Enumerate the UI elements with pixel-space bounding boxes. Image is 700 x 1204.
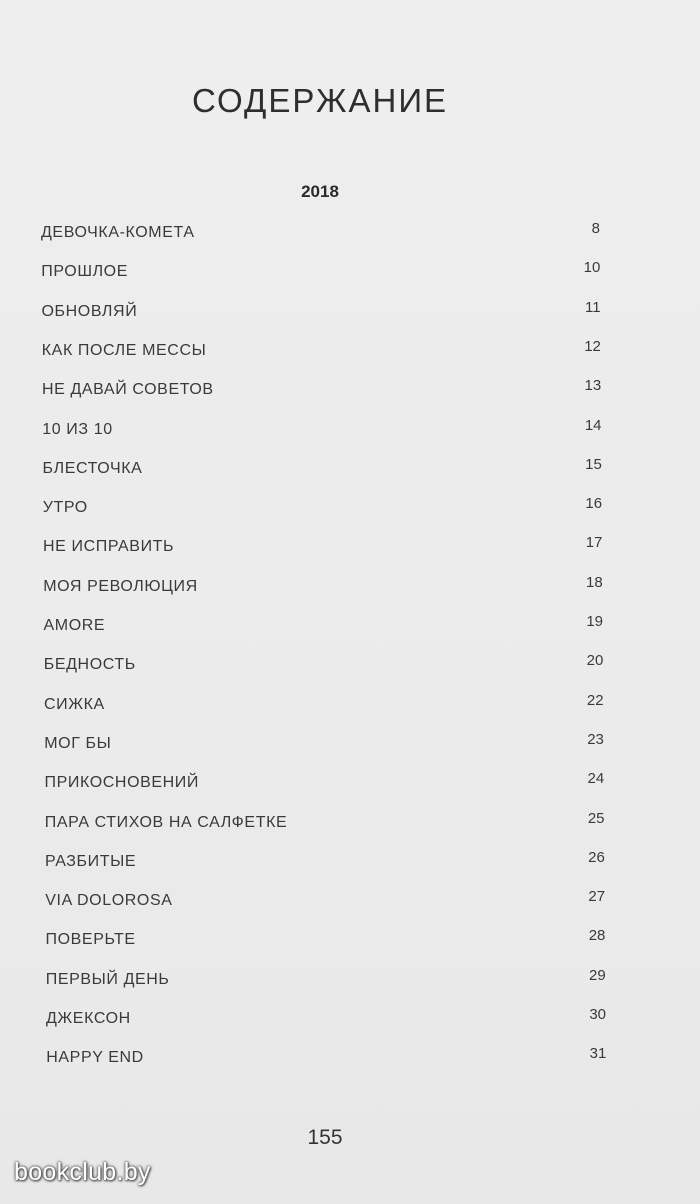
toc-entry-title: БЛЕСТОЧКА — [42, 459, 143, 477]
toc-entry-title: ДЖЕКСОН — [46, 1010, 131, 1027]
toc-entry — [0, 338, 700, 368]
toc-entry — [0, 456, 700, 486]
toc-entry-title: РАЗБИТЫЕ — [45, 852, 137, 870]
toc-entry — [0, 849, 700, 879]
toc-entry-title: ОБНОВЛЯЙ — [41, 302, 138, 320]
toc-entry — [0, 810, 700, 840]
toc-entry-page-number: 28 — [588, 927, 606, 945]
toc-entry — [0, 692, 700, 722]
toc-entry-title: БЕДНОСТЬ — [43, 656, 136, 674]
toc-entry-page-number: 15 — [585, 455, 602, 473]
toc-entry-page-number: 20 — [586, 652, 604, 670]
toc-entry-page-number: 23 — [587, 730, 604, 748]
page-title: СОДЕРЖАНИЕ — [191, 82, 449, 119]
toc-entry-title: ПРОШЛОЕ — [41, 263, 128, 281]
toc-entry-page-number: 18 — [586, 573, 603, 591]
toc-entry-title: НЕ ИСПРАВИТЬ — [43, 538, 175, 556]
page-number: 155 — [307, 1126, 343, 1149]
toc-entry — [0, 574, 700, 604]
toc-entry — [0, 1045, 700, 1075]
toc-entry-title: МОЯ РЕВОЛЮЦИЯ — [43, 577, 198, 595]
toc-entry-page-number: 10 — [583, 259, 601, 277]
toc-entry — [0, 927, 700, 957]
toc-entry-title: AMORE — [43, 617, 106, 634]
toc-entry-title: ПАРА СТИХОВ НА САЛФЕТКЕ — [44, 813, 288, 831]
toc-entry-page-number: 11 — [585, 298, 601, 316]
toc-entry-title: ПОВЕРЬТЕ — [45, 931, 136, 949]
toc-entry-page-number: 27 — [588, 888, 606, 906]
toc-entry-page-number: 26 — [588, 848, 605, 866]
toc-entry-page-number: 29 — [589, 966, 606, 984]
toc-entry — [0, 377, 700, 407]
toc-entry — [0, 299, 700, 329]
toc-entry — [0, 613, 700, 643]
toc-entry-page-number: 8 — [591, 220, 600, 237]
toc-entry-page-number: 14 — [584, 416, 602, 434]
toc-entry-page-number: 31 — [589, 1045, 607, 1063]
toc-entry-title: КАК ПОСЛЕ МЕССЫ — [41, 341, 207, 359]
toc-entry — [0, 967, 700, 997]
toc-entry-page-number: 16 — [585, 495, 603, 513]
toc-entry-page-number: 30 — [589, 1006, 606, 1023]
toc-entry-page-number: 22 — [586, 691, 604, 709]
toc-entry-title: ПРИКОСНОВЕНИЙ — [44, 774, 200, 792]
toc-entry-title: ПЕРВЫЙ ДЕНЬ — [45, 970, 170, 988]
toc-entry-page-number: 25 — [587, 809, 605, 827]
toc-entry-title: 10 ИЗ 10 — [42, 420, 113, 438]
toc-entry — [0, 731, 700, 761]
toc-entry-page-number: 24 — [587, 770, 605, 788]
toc-entry-title: НЕ ДАВАЙ СОВЕТОВ — [42, 381, 214, 399]
toc-entry — [0, 534, 700, 564]
toc-entry-page-number: 17 — [585, 534, 603, 552]
toc-entry — [0, 495, 700, 525]
toc-entry — [0, 417, 700, 447]
toc-entry — [0, 770, 700, 800]
watermark-logo: bookclub.by — [14, 1158, 151, 1186]
toc-entry-title: HAPPY END — [46, 1049, 144, 1067]
toc-entry-title: ДЕВОЧКА-КОМЕТА — [41, 224, 195, 241]
toc-entry — [0, 259, 700, 289]
toc-entry-page-number: 13 — [584, 377, 602, 395]
toc-entry-page-number: 19 — [586, 613, 603, 630]
toc-entry — [0, 1006, 700, 1036]
toc-entry-title: СИЖКА — [44, 695, 105, 713]
toc-entry-page-number: 12 — [584, 337, 601, 355]
toc-entry — [0, 220, 700, 250]
table-of-contents — [0, 220, 700, 1080]
toc-entry-title: VIA DOLOROSA — [45, 892, 173, 910]
toc-entry — [0, 888, 700, 918]
toc-entry — [0, 652, 700, 682]
section-year-heading: 2018 — [301, 182, 339, 201]
toc-entry-title: УТРО — [42, 499, 88, 517]
toc-entry-title: МОГ БЫ — [44, 734, 112, 752]
